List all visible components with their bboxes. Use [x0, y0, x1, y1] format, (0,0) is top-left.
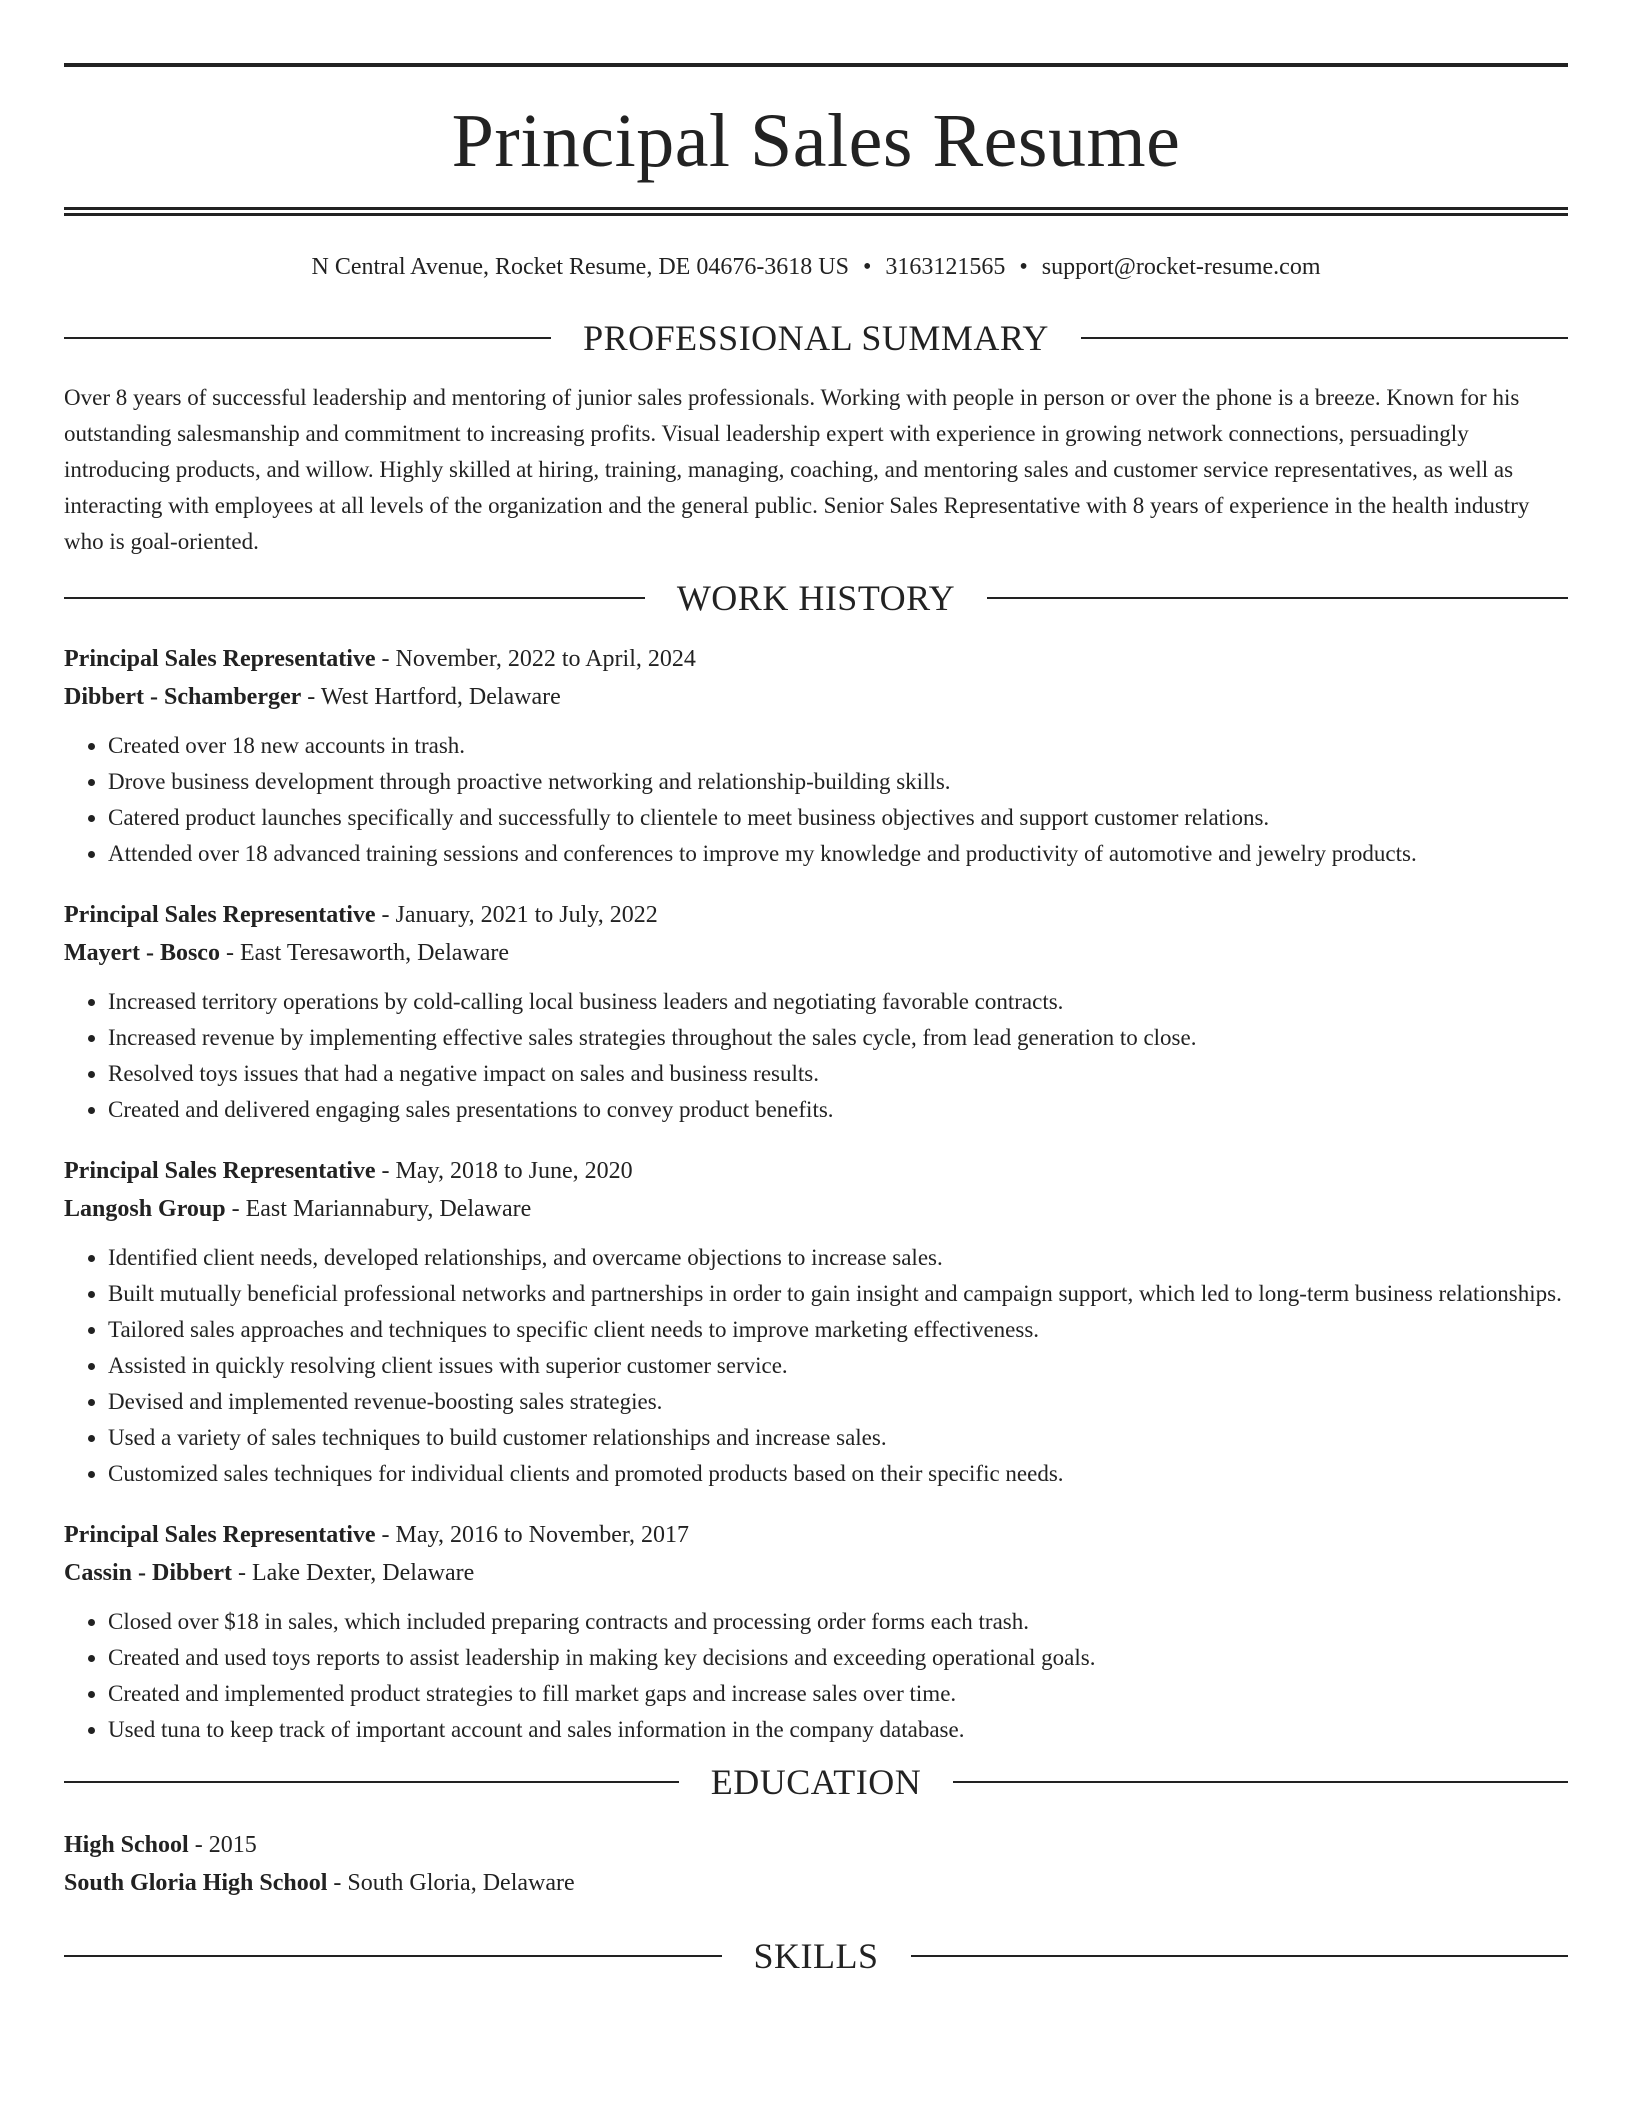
job-dates: - May, 2018 to June, 2020 — [375, 1157, 633, 1184]
list-item: • Devised and implemented revenue-boosting sales strategies. — [108, 1384, 1568, 1420]
job-title-line — [64, 640, 1568, 678]
education-school-line — [64, 1864, 1568, 1902]
job-title: Principal Sales Representative — [64, 645, 376, 672]
contact-address: N Central Avenue, Rocket Resume, DE 04676-3618 US — [311, 254, 849, 280]
job-bullets — [64, 728, 1568, 872]
job-dates: - January, 2021 to July, 2022 — [375, 901, 658, 928]
section-heading-label: WORK HISTORY — [676, 577, 956, 618]
list-item: • Created over 18 new accounts in trash. — [108, 728, 1568, 764]
job-title: Principal Sales Representative — [64, 1521, 376, 1548]
job-title: Principal Sales Representative — [64, 1157, 376, 1184]
job-company-line — [64, 1190, 1568, 1228]
heading-rule-left — [64, 597, 645, 599]
section-heading-summary — [64, 317, 1568, 358]
job-bullets — [64, 984, 1568, 1128]
list-item: • Attended over 18 advanced training sessions and conferences to improve my knowledge and productivity of automotive and jewelry products. — [108, 836, 1568, 872]
job-location: - East Mariannabury, Delaware — [225, 1195, 532, 1222]
job-title: Principal Sales Representative — [64, 901, 376, 928]
list-item: • Catered product launches specifically and successfully to clientele to meet business objectives and support customer relations. — [108, 800, 1568, 836]
list-item: • Assisted in quickly resolving client issues with superior customer service. — [108, 1348, 1568, 1384]
job-entry — [64, 1516, 1568, 1748]
job-location: - West Hartford, Delaware — [301, 683, 561, 710]
list-item: • Used tuna to keep track of important account and sales information in the company database. — [108, 1712, 1568, 1748]
job-entry — [64, 640, 1568, 872]
contact-separator: • — [862, 254, 872, 280]
education-year: - 2015 — [188, 1831, 257, 1858]
contact-line — [64, 253, 1568, 282]
education-school: South Gloria High School — [64, 1869, 328, 1896]
list-item: • Identified client needs, developed relationships, and overcame objections to increase sales. — [108, 1240, 1568, 1276]
job-entry — [64, 1152, 1568, 1492]
job-dates: - May, 2016 to November, 2017 — [375, 1521, 689, 1548]
heading-rule-right — [1081, 337, 1568, 339]
contact-phone: 3163121565 — [885, 254, 1006, 280]
heading-rule-right — [987, 597, 1568, 599]
job-title-line — [64, 896, 1568, 934]
list-item: • Customized sales techniques for individual clients and promoted products based on their specific needs. — [108, 1456, 1568, 1492]
job-title-line — [64, 1152, 1568, 1190]
section-heading-label: PROFESSIONAL SUMMARY — [583, 317, 1049, 358]
section-heading-education — [64, 1761, 1568, 1802]
heading-rule-left — [64, 1955, 722, 1957]
job-bullets — [64, 1240, 1568, 1492]
list-item: • Drove business development through proactive networking and relationship-building skills. — [108, 764, 1568, 800]
job-company: Dibbert - Schamberger — [64, 683, 302, 710]
list-item: • Created and implemented product strategies to fill market gaps and increase sales over time. — [108, 1676, 1568, 1712]
list-item: • Created and delivered engaging sales presentations to convey product benefits. — [108, 1092, 1568, 1128]
job-location: - Lake Dexter, Delaware — [232, 1559, 475, 1586]
section-heading-work — [64, 577, 1568, 618]
job-company: Mayert - Bosco — [64, 939, 220, 966]
job-company: Cassin - Dibbert — [64, 1559, 233, 1586]
list-item: • Increased revenue by implementing effective sales strategies throughout the sales cycle, from lead generation to close. — [108, 1020, 1568, 1056]
job-company-line — [64, 1554, 1568, 1592]
education-entry — [64, 1826, 1568, 1902]
job-company-line — [64, 678, 1568, 716]
section-heading-label: EDUCATION — [710, 1761, 922, 1802]
page-title: Principal Sales Resume — [451, 99, 1181, 183]
list-item: • Closed over $18 in sales, which included preparing contracts and processing order forms each trash. — [108, 1604, 1568, 1640]
job-dates: - November, 2022 to April, 2024 — [375, 645, 696, 672]
list-item: • Used a variety of sales techniques to build customer relationships and increase sales. — [108, 1420, 1568, 1456]
contact-separator: • — [1019, 254, 1028, 280]
job-bullets — [64, 1604, 1568, 1748]
heading-rule-right — [911, 1955, 1569, 1957]
education-degree-line — [64, 1826, 1568, 1864]
list-item: • Built mutually beneficial professional networks and partnerships in order to gain insight and campaign support, which led to long-term business relationships. — [108, 1276, 1568, 1312]
job-company-line — [64, 934, 1568, 972]
professional-summary: Over 8 years of successful leadership and mentoring of junior sales professionals. Working with people in person or over the phone is a breeze. Known for his outstanding salesmanship and commitment to increasing profits. Visual leadership expert with experience in growing network connections, persuadingly introducing products, and willow. Highly skilled at hiring, training, managing, coaching, and mentoring sales and customer service representatives, as well as interacting with employees at all levels of the organization and the general public. Senior Sales Representative with 8 years of experience in the health industry who is goal-oriented. — [64, 384, 1530, 554]
education-location: - South Gloria, Delaware — [327, 1869, 575, 1896]
contact-email: support@rocket-resume.com — [1041, 254, 1321, 280]
list-item: • Increased territory operations by cold-calling local business leaders and negotiating favorable contracts. — [108, 984, 1568, 1020]
education-degree: High School — [64, 1831, 189, 1858]
job-title-line — [64, 1516, 1568, 1554]
heading-rule-right — [953, 1781, 1568, 1783]
job-location: - East Teresaworth, Delaware — [219, 939, 510, 966]
section-heading-label: SKILLS — [753, 1935, 879, 1976]
title-double-rule — [64, 207, 1568, 216]
job-entry — [64, 896, 1568, 1128]
top-rule — [64, 63, 1568, 67]
heading-rule-left — [64, 337, 551, 339]
section-heading-skills — [64, 1935, 1568, 1976]
list-item: • Resolved toys issues that had a negative impact on sales and business results. — [108, 1056, 1568, 1092]
heading-rule-left — [64, 1781, 679, 1783]
list-item: • Created and used toys reports to assist leadership in making key decisions and exceeding operational goals. — [108, 1640, 1568, 1676]
job-company: Langosh Group — [64, 1195, 226, 1222]
list-item: • Tailored sales approaches and techniques to specific client needs to improve marketing effectiveness. — [108, 1312, 1568, 1348]
